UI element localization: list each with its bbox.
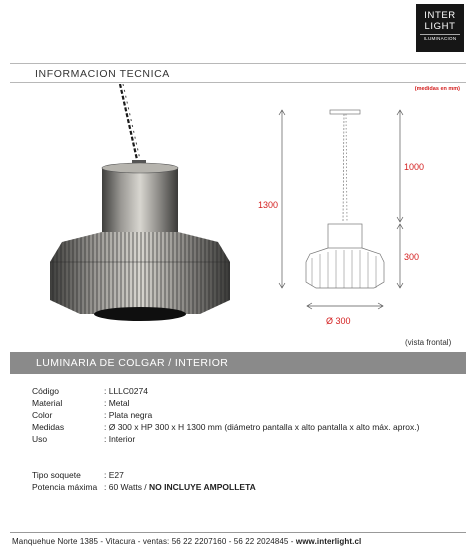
spec-value: : Interior bbox=[104, 434, 136, 444]
view-label: (vista frontal) bbox=[405, 338, 452, 347]
dim-cable-length: 1000 bbox=[404, 162, 425, 172]
product-photo bbox=[40, 84, 240, 340]
footer-website-link[interactable]: www.interlight.cl bbox=[295, 537, 362, 546]
dim-total-height: 1300 bbox=[258, 200, 279, 210]
spec-value: : Metal bbox=[104, 398, 130, 408]
footer-contact bbox=[12, 537, 361, 546]
spec-value: : Plata negra bbox=[104, 410, 153, 420]
spec-key: Material bbox=[32, 398, 63, 408]
spec-value-bold: NO INCLUYE AMPOLLETA bbox=[149, 482, 256, 492]
lamp-opening bbox=[94, 307, 186, 321]
hanging-chain bbox=[120, 84, 141, 164]
brand-logo bbox=[416, 4, 464, 52]
spec-value: : LLLC0274 bbox=[104, 386, 148, 396]
spec-value bbox=[104, 482, 256, 492]
logo-divider bbox=[420, 34, 460, 35]
diagram-lamp-outline bbox=[306, 110, 384, 288]
spec-key: Uso bbox=[32, 434, 48, 444]
dim-diameter: Ø 300 bbox=[326, 316, 351, 326]
dimension-diagram bbox=[250, 100, 460, 330]
spec-value: : Ø 300 x HP 300 x H 1300 mm (diámetro pantalla x alto pantalla x alto máx. aprox.) bbox=[104, 422, 420, 432]
category-band bbox=[10, 352, 466, 374]
header-bottom-rule bbox=[10, 82, 466, 83]
footer-rule bbox=[10, 532, 466, 533]
section-title: INFORMACION TECNICA bbox=[35, 68, 170, 80]
spec-key: Código bbox=[32, 386, 59, 396]
lamp-neck bbox=[102, 164, 178, 234]
spec-key: Color bbox=[32, 410, 53, 420]
spec-key: Tipo soquete bbox=[32, 470, 81, 480]
logo-line-1: INTER bbox=[424, 10, 456, 21]
footer-address: Manquehue Norte 1385 - Vitacura - ventas: 56 22 2207160 - 56 22 2024845 - bbox=[12, 537, 296, 546]
spec-key: Potencia máxima bbox=[32, 482, 98, 492]
category-title: LUMINARIA DE COLGAR / INTERIOR bbox=[36, 357, 229, 369]
dim-shade-height: 300 bbox=[404, 252, 420, 262]
header-top-rule bbox=[10, 63, 466, 64]
units-note: (medidas en mm) bbox=[414, 86, 460, 92]
logo-line-3: ILUMINACION bbox=[423, 36, 457, 41]
logo-line-2: LIGHT bbox=[424, 21, 456, 32]
spec-key: Medidas bbox=[32, 422, 65, 432]
spec-value: : E27 bbox=[104, 470, 124, 480]
spec-value-text: : 60 Watts / bbox=[104, 482, 150, 492]
